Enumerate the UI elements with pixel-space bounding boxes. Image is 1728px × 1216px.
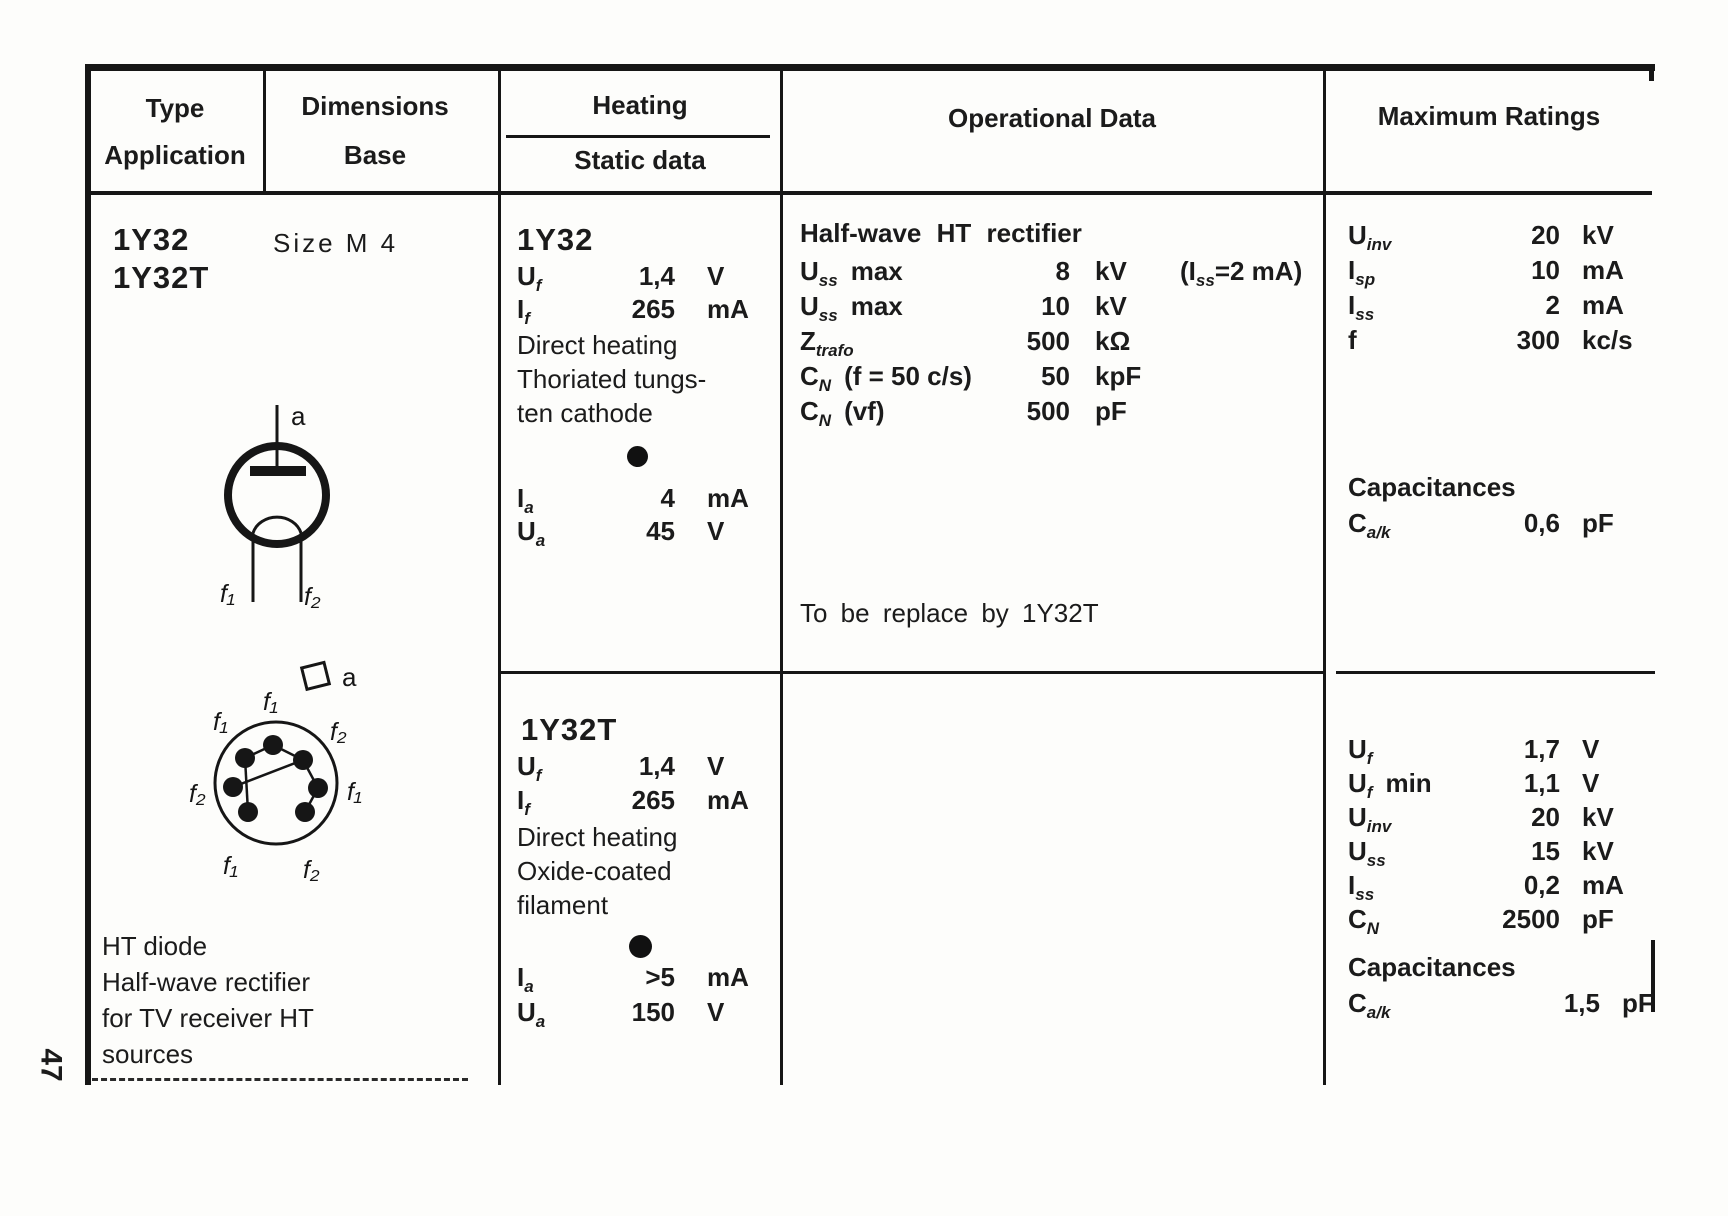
param-value: 10 <box>1531 255 1560 285</box>
param-row <box>517 962 767 997</box>
param-row <box>800 361 1320 396</box>
param-unit: kV <box>1095 256 1127 286</box>
param-unit: mA <box>707 962 749 992</box>
pin-dot <box>308 778 328 798</box>
param-value: 1,7 <box>1523 734 1560 764</box>
param-row <box>1348 870 1658 904</box>
param-label: $I_{ss}$ <box>1348 290 1375 325</box>
param-label: $I_{sp}$ <box>1348 255 1376 290</box>
param-row <box>517 483 767 516</box>
param-label: $U_a$ <box>517 516 546 551</box>
application-description <box>102 928 462 1072</box>
param-unit: mA <box>1582 290 1624 320</box>
param-label: $U_f$ <box>517 261 542 296</box>
filament1-label: f₁ <box>220 580 235 608</box>
pin-dot <box>263 735 283 755</box>
pin-dot <box>295 802 315 822</box>
param-value: >5 <box>645 962 675 992</box>
pin-dot <box>223 777 243 797</box>
param-value: 500 <box>1026 396 1070 426</box>
header-type: Type <box>145 93 205 123</box>
param-label: $U_{ss}$ max <box>800 291 903 326</box>
param-label: f <box>1348 325 1357 355</box>
param-value: 20 <box>1531 220 1560 250</box>
param-value: 50 <box>1041 361 1070 391</box>
param-unit: V <box>707 261 725 291</box>
heating-header-underline <box>506 135 770 138</box>
param-row <box>1348 768 1658 802</box>
param-unit: mA <box>707 294 749 324</box>
param-label: $I_{ss}$ <box>1348 870 1375 905</box>
base-pin-label-right: f₁ <box>347 778 362 806</box>
pin-dot <box>293 750 313 770</box>
param-label: $U_{ss}$ max <box>800 256 903 291</box>
param-label: $I_f$ <box>517 294 530 329</box>
param-value: 2500 <box>1502 904 1560 934</box>
maximum-mid-divider <box>1336 671 1655 674</box>
base-pin-label-top-left: f₁ <box>213 708 228 736</box>
capacitances-title-1y32t: Capacitances <box>1348 952 1516 982</box>
param-row <box>800 256 1320 291</box>
param-value: 0,2 <box>1523 870 1560 900</box>
param-label: $U_f$ <box>1348 734 1373 769</box>
param-value: 15 <box>1531 836 1560 866</box>
param-row <box>1348 836 1658 870</box>
param-value: 150 <box>631 997 675 1027</box>
param-value: 4 <box>660 483 675 513</box>
divider-operational-left <box>780 71 783 1085</box>
param-unit: kV <box>1095 291 1127 321</box>
capacitance-row-1y32t <box>1348 988 1658 1023</box>
param-label: $U_{inv}$ <box>1348 802 1392 837</box>
param-label: $I_a$ <box>517 962 534 997</box>
note-line: Oxide-coated <box>517 856 672 886</box>
param-row <box>517 261 767 294</box>
heating-1y32t-notes <box>517 820 677 922</box>
param-label: $I_a$ <box>517 483 534 518</box>
pin-dot <box>238 802 258 822</box>
param-unit: pF <box>1622 988 1654 1018</box>
note-line: Direct heating <box>517 330 678 360</box>
param-row <box>517 785 767 819</box>
param-row <box>517 516 767 549</box>
param-unit: mA <box>707 483 749 513</box>
description-line: HT diode <box>102 931 208 961</box>
param-value: 8 <box>1055 256 1070 286</box>
operating-point-dot <box>629 935 652 958</box>
param-unit: mA <box>707 785 749 815</box>
table-top-right-tick <box>1649 64 1654 81</box>
param-unit: V <box>1582 734 1600 764</box>
base-anode-label: a <box>342 662 357 692</box>
base-pin-label-top: f₁ <box>263 688 278 716</box>
note-line: ten cathode <box>517 398 653 428</box>
tube-symbol-diagram <box>180 380 380 615</box>
heating-mid-divider <box>501 671 780 674</box>
param-label: $C_{a/k}$ <box>1348 508 1391 543</box>
param-value: 20 <box>1531 802 1560 832</box>
param-value: 265 <box>631 785 675 815</box>
param-label: $Z_{trafo}$ <box>800 326 854 361</box>
param-label: $C_N$ (f = 50 c/s) <box>800 361 972 396</box>
note-line: Direct heating <box>517 822 678 852</box>
param-unit: V <box>707 751 725 781</box>
header-bottom-rule <box>86 191 1652 195</box>
bottom-dashed-rule <box>92 1078 468 1081</box>
param-row <box>1348 802 1658 836</box>
description-line: Half-wave rectifier <box>102 967 311 997</box>
param-unit: kV <box>1582 836 1614 866</box>
anode-label: a <box>291 401 306 431</box>
param-unit: V <box>1582 768 1600 798</box>
maximum-1y32t-rows <box>1348 734 1658 938</box>
param-label: $I_f$ <box>517 785 530 820</box>
header-application: Application <box>104 140 246 170</box>
replacement-note: To be replace by 1Y32T <box>800 598 1099 628</box>
heating-1y32-notes <box>517 328 706 430</box>
header-base: Base <box>343 140 407 170</box>
param-unit: pF <box>1582 508 1614 538</box>
capacitance-row-1y32 <box>1348 508 1658 543</box>
header-dimensions: Dimensions <box>301 91 449 121</box>
index-square <box>302 662 330 689</box>
pin-dot <box>235 748 255 768</box>
param-row <box>517 997 767 1030</box>
note-line: filament <box>517 890 609 920</box>
param-row <box>1348 220 1658 255</box>
operating-point-dot <box>627 446 648 467</box>
divider-heating-left <box>498 71 501 1085</box>
param-row <box>1348 734 1658 768</box>
param-label: $C_{a/k}$ <box>1348 988 1391 1023</box>
param-value: 1,1 <box>1523 768 1560 798</box>
maximum-1y32-rows <box>1348 220 1658 360</box>
operational-title: Half-wave HT rectifier <box>800 218 1082 248</box>
param-row <box>1348 988 1658 1023</box>
param-unit: mA <box>1582 255 1624 285</box>
heating-1y32-static-rows <box>517 483 767 549</box>
param-label: $U_f$ min <box>1348 768 1432 803</box>
base-pinout-diagram <box>175 630 420 895</box>
divider-type-dimensions <box>263 71 266 191</box>
note-line: Thoriated tungs- <box>517 364 707 394</box>
header-heating: Heating <box>592 90 688 120</box>
filament2-label: f₂ <box>304 583 321 611</box>
param-condition: ($I_{ss}=2$ mA) <box>1180 256 1303 291</box>
table-left-border <box>85 68 91 1085</box>
heating-1y32-title: 1Y32 <box>517 222 594 257</box>
header-operational-data: Operational Data <box>947 103 1157 133</box>
description-line: for TV receiver HT <box>102 1003 314 1033</box>
param-row <box>517 294 767 327</box>
param-label: $C_N$ (vf) <box>800 396 885 431</box>
param-unit: kpF <box>1095 361 1142 391</box>
base-pin-label-left: f₂ <box>189 780 206 808</box>
param-row <box>800 291 1320 326</box>
param-value: 1,4 <box>638 751 675 781</box>
param-row <box>1348 255 1658 290</box>
param-unit: mA <box>1582 870 1624 900</box>
param-label: $C_N$ <box>1348 904 1380 939</box>
param-value: 10 <box>1041 291 1070 321</box>
param-value: 1,4 <box>638 261 675 291</box>
base-pin-label-bottom-right: f₂ <box>303 856 320 884</box>
page-number: 47 <box>34 1048 68 1082</box>
type-name-1y32t: 1Y32T <box>113 260 210 295</box>
base-pin-label-bottom-left: f₁ <box>223 852 238 880</box>
description-line: sources <box>102 1039 194 1069</box>
base-pin-label-top-right: f₂ <box>330 718 347 746</box>
param-value: 300 <box>1516 325 1560 355</box>
param-label: $U_{ss}$ <box>1348 836 1386 871</box>
param-row <box>800 326 1320 361</box>
param-unit: kΩ <box>1095 326 1131 356</box>
param-value: 45 <box>646 516 675 546</box>
param-unit: kV <box>1582 802 1614 832</box>
param-unit: pF <box>1582 904 1614 934</box>
param-label: $U_f$ <box>517 751 542 786</box>
param-unit: V <box>707 997 725 1027</box>
divider-maximum-left <box>1323 71 1326 1085</box>
param-unit: kV <box>1582 220 1614 250</box>
param-value: 265 <box>631 294 675 324</box>
type-name-1y32: 1Y32 <box>113 222 190 257</box>
operational-rows <box>800 256 1320 431</box>
param-row <box>1348 290 1658 325</box>
heating-1y32t-title: 1Y32T <box>521 712 618 747</box>
param-row <box>800 396 1320 431</box>
param-value: 500 <box>1026 326 1070 356</box>
param-label: $U_a$ <box>517 997 546 1032</box>
param-unit: V <box>707 516 725 546</box>
heating-1y32-filament-rows <box>517 261 767 327</box>
operational-mid-divider <box>783 671 1323 674</box>
heating-1y32t-filament-rows <box>517 751 767 819</box>
param-row <box>1348 325 1658 360</box>
param-row <box>517 751 767 785</box>
param-unit: pF <box>1095 396 1127 426</box>
table-top-border <box>85 64 1655 71</box>
param-value: 0,6 <box>1523 508 1560 538</box>
param-row <box>1348 508 1658 543</box>
param-row <box>1348 904 1658 938</box>
heating-1y32t-static-rows <box>517 962 767 1030</box>
param-unit: kc/s <box>1582 325 1633 355</box>
param-label: $U_{inv}$ <box>1348 220 1392 255</box>
capacitances-title-1y32: Capacitances <box>1348 472 1516 502</box>
header-static-data: Static data <box>574 145 706 175</box>
param-value: 1,5 <box>1563 988 1600 1018</box>
header-maximum-ratings: Maximum Ratings <box>1377 101 1601 131</box>
size-label: Size M 4 <box>273 228 399 258</box>
filament-arc <box>253 517 301 533</box>
param-value: 2 <box>1545 290 1560 320</box>
